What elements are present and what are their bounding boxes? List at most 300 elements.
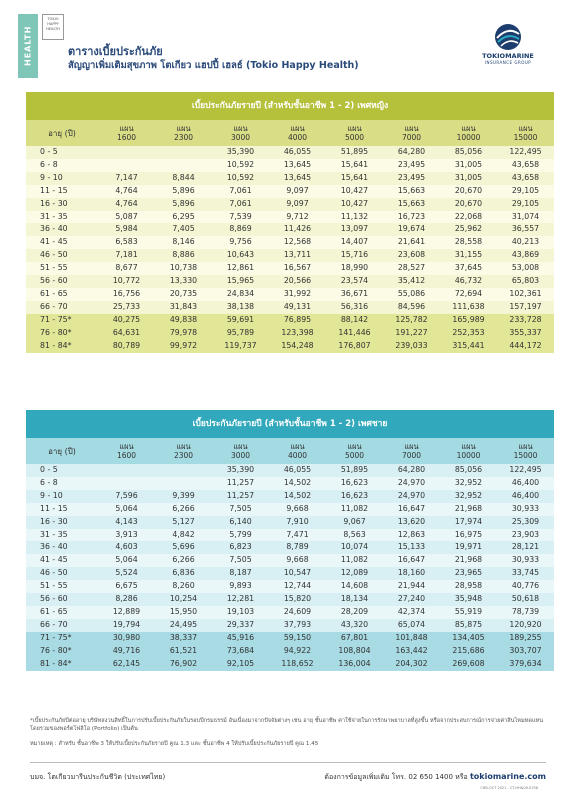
age-range-cell: 46 - 50 [26,249,98,262]
premium-cell: 23,574 [326,275,383,288]
premium-cell: 64,631 [98,327,155,340]
premium-cell: 8,146 [155,236,212,249]
premium-cell: 134,405 [440,632,497,645]
premium-cell: 108,804 [326,645,383,658]
footer-contact-text: ต้องการข้อมูลเพิ่มเติม โทร. 02 650 1400 หรือ [324,773,468,781]
age-range-cell: 71 - 75* [26,314,98,327]
premium-cell: 12,568 [269,236,326,249]
premium-cell: 9,097 [269,198,326,211]
plan-label: แผน [518,124,533,133]
premium-cell: 13,330 [155,275,212,288]
premium-cell: 12,889 [98,606,155,619]
premium-cell: 7,539 [212,211,269,224]
premium-cell: 8,260 [155,580,212,593]
premium-cell: 64,280 [383,146,440,159]
premium-cell: 19,794 [98,619,155,632]
footer-contact [324,772,546,783]
female-premium-table [26,92,554,353]
premium-cell: 9,097 [269,185,326,198]
premium-cell: 4,143 [98,516,155,529]
age-column-header: อายุ (ปี) [26,438,98,464]
premium-cell: 10,592 [212,159,269,172]
premium-cell: 16,567 [269,262,326,275]
premium-cell: 42,374 [383,606,440,619]
plan-value: 2300 [173,451,194,460]
table-row [26,301,554,314]
table-row [26,567,554,580]
premium-cell: 92,105 [212,658,269,671]
premium-cell: 43,658 [497,159,554,172]
premium-cell: 65,803 [497,275,554,288]
age-range-cell: 6 - 8 [26,477,98,490]
premium-cell: 11,082 [326,554,383,567]
age-range-cell: 81 - 84* [26,340,98,353]
premium-cell: 16,723 [383,211,440,224]
age-range-cell: 51 - 55 [26,262,98,275]
plan-value: 1600 [116,451,137,460]
premium-cell: 67,801 [326,632,383,645]
plan-label: แผน [233,124,248,133]
male-premium-table [26,410,554,671]
premium-cell: 20,735 [155,288,212,301]
premium-cell: 31,843 [155,301,212,314]
premium-cell: 13,711 [269,249,326,262]
premium-cell: 40,776 [497,580,554,593]
age-range-cell: 56 - 60 [26,593,98,606]
premium-cell: 15,950 [155,606,212,619]
premium-cell: 102,361 [497,288,554,301]
premium-cell: 49,131 [269,301,326,314]
premium-cell: 189,255 [497,632,554,645]
premium-cell: 18,134 [326,593,383,606]
table-row [26,529,554,542]
premium-cell: 38,138 [212,301,269,314]
premium-cell: 355,337 [497,327,554,340]
plan-value: 2300 [173,133,194,142]
premium-cell: 24,609 [269,606,326,619]
premium-cell: 6,583 [98,236,155,249]
company-logo-subtext: INSURANCE GROUP [484,60,532,65]
premium-cell: 6,295 [155,211,212,224]
table-row [26,658,554,671]
premium-cell: 7,181 [98,249,155,262]
brand-tab: HEALTH [18,14,38,78]
premium-cell: 25,309 [497,516,554,529]
premium-cell [155,477,212,490]
premium-cell: 10,738 [155,262,212,275]
premium-cell: 4,764 [98,185,155,198]
premium-cell: 11,082 [326,503,383,516]
premium-cell: 56,316 [326,301,383,314]
premium-cell: 136,004 [326,658,383,671]
plan-label: แผน [290,442,305,451]
premium-cell: 31,005 [440,172,497,185]
premium-cell: 45,916 [212,632,269,645]
premium-cell: 7,596 [98,490,155,503]
premium-cell: 9,668 [269,503,326,516]
plan-value: 15000 [513,133,538,142]
table-row [26,314,554,327]
premium-cell: 85,875 [440,619,497,632]
premium-cell: 19,674 [383,223,440,236]
table-row [26,477,554,490]
premium-cell: 10,254 [155,593,212,606]
plan-column-header [98,120,155,146]
table-row [26,236,554,249]
table-row [26,223,554,236]
premium-cell: 12,281 [212,593,269,606]
premium-cell: 32,952 [440,477,497,490]
premium-cell: 8,563 [326,529,383,542]
premium-cell: 5,696 [155,541,212,554]
premium-cell: 23,495 [383,172,440,185]
premium-cell: 46,055 [269,464,326,477]
premium-cell: 10,772 [98,275,155,288]
premium-cell: 269,608 [440,658,497,671]
age-range-cell: 31 - 35 [26,529,98,542]
premium-cell: 4,603 [98,541,155,554]
plan-column-header [269,120,326,146]
premium-cell: 5,896 [155,185,212,198]
age-range-cell: 61 - 65 [26,288,98,301]
plan-value: 15000 [513,451,538,460]
plan-column-header [155,438,212,464]
age-range-cell: 76 - 80* [26,645,98,658]
premium-cell: 14,502 [269,477,326,490]
premium-cell: 23,965 [440,567,497,580]
premium-cell: 12,744 [269,580,326,593]
premium-cell: 6,675 [98,580,155,593]
premium-cell: 35,390 [212,464,269,477]
premium-cell: 5,127 [155,516,212,529]
plan-label: แผน [404,124,419,133]
plan-column-header [326,438,383,464]
premium-cell: 118,652 [269,658,326,671]
premium-cell: 29,337 [212,619,269,632]
age-range-cell: 66 - 70 [26,619,98,632]
footer-divider [30,762,546,763]
plan-label: แผน [119,442,134,451]
age-range-cell: 56 - 60 [26,275,98,288]
table-row [26,198,554,211]
plan-label: แผน [119,124,134,133]
premium-cell: 33,745 [497,567,554,580]
premium-cell: 37,793 [269,619,326,632]
age-range-cell: 6 - 8 [26,159,98,172]
premium-cell: 120,920 [497,619,554,632]
male-table-title: เบี้ยประกันภัยรายปี (สำหรับชั้นอาชีพ 1 - 2) เพศชาย [26,410,554,438]
premium-cell: 79,978 [155,327,212,340]
premium-cell: 43,658 [497,172,554,185]
plan-value: 3000 [230,451,251,460]
premium-cell: 28,527 [383,262,440,275]
premium-cell: 303,707 [497,645,554,658]
age-range-cell: 61 - 65 [26,606,98,619]
premium-cell: 17,974 [440,516,497,529]
premium-cell: 11,132 [326,211,383,224]
premium-cell: 101,848 [383,632,440,645]
premium-cell: 14,502 [269,490,326,503]
premium-cell: 4,842 [155,529,212,542]
premium-cell: 15,641 [326,159,383,172]
premium-cell: 14,407 [326,236,383,249]
premium-cell: 40,213 [497,236,554,249]
premium-cell: 51,895 [326,146,383,159]
plan-value: 1600 [116,133,137,142]
premium-cell: 29,105 [497,185,554,198]
premium-cell: 43,869 [497,249,554,262]
table-row [26,249,554,262]
premium-cell: 84,596 [383,301,440,314]
female-header-row [26,120,554,146]
premium-cell: 49,838 [155,314,212,327]
table-row [26,327,554,340]
premium-cell: 80,789 [98,340,155,353]
premium-cell: 50,618 [497,593,554,606]
premium-cell: 6,140 [212,516,269,529]
tokio-happy-health-logo: TOKIO HAPPY HEALTH [42,14,64,40]
premium-cell: 43,320 [326,619,383,632]
premium-cell: 95,789 [212,327,269,340]
premium-cell: 12,089 [326,567,383,580]
premium-cell: 157,197 [497,301,554,314]
plan-value: 10000 [456,133,481,142]
premium-cell: 35,390 [212,146,269,159]
premium-cell: 20,670 [440,185,497,198]
premium-cell: 21,641 [383,236,440,249]
premium-cell: 122,495 [497,464,554,477]
premium-cell: 8,886 [155,249,212,262]
premium-cell: 7,505 [212,554,269,567]
tokiomarine-globe-icon [493,22,523,52]
premium-cell [98,146,155,159]
page-subtitle: สัญญาเพิ่มเติมสุขภาพ โตเกียว แฮปปี้ เฮลธ์ (Tokio Happy Health) [68,60,359,71]
premium-cell: 24,970 [383,477,440,490]
premium-cell: 5,524 [98,567,155,580]
premium-cell: 10,547 [269,567,326,580]
premium-cell: 141,446 [326,327,383,340]
premium-cell: 30,933 [497,554,554,567]
premium-cell: 55,086 [383,288,440,301]
premium-cell: 8,286 [98,593,155,606]
plan-value: 5000 [344,451,365,460]
premium-cell: 111,638 [440,301,497,314]
premium-cell: 7,147 [98,172,155,185]
premium-cell: 8,844 [155,172,212,185]
company-logo-text: TOKIOMARINE [482,52,534,60]
premium-cell: 13,645 [269,172,326,185]
premium-cell: 123,398 [269,327,326,340]
age-range-cell: 36 - 40 [26,223,98,236]
table-row [26,503,554,516]
premium-cell: 15,133 [383,541,440,554]
premium-cell: 5,799 [212,529,269,542]
age-range-cell: 11 - 15 [26,185,98,198]
age-column-header: อายุ (ปี) [26,120,98,146]
premium-cell: 15,663 [383,198,440,211]
premium-cell: 7,405 [155,223,212,236]
premium-cell: 35,948 [440,593,497,606]
premium-cell: 8,869 [212,223,269,236]
plan-value: 7000 [401,451,422,460]
premium-cell: 30,980 [98,632,155,645]
male-header-row [26,438,554,464]
plan-value: 10000 [456,451,481,460]
premium-cell: 88,142 [326,314,383,327]
premium-cell: 15,716 [326,249,383,262]
premium-cell: 16,647 [383,503,440,516]
age-range-cell: 16 - 30 [26,198,98,211]
plan-label: แผน [347,124,362,133]
table-row [26,275,554,288]
table-row [26,288,554,301]
table-row [26,580,554,593]
tokiomarine-logo [478,22,538,65]
plan-value: 4000 [287,451,308,460]
premium-cell: 379,634 [497,658,554,671]
premium-cell: 11,426 [269,223,326,236]
table-row [26,262,554,275]
age-range-cell: 0 - 5 [26,464,98,477]
premium-cell: 7,471 [269,529,326,542]
table-row [26,464,554,477]
premium-cell: 16,623 [326,477,383,490]
premium-cell: 37,645 [440,262,497,275]
premium-cell: 7,505 [212,503,269,516]
table-row [26,211,554,224]
plan-label: แผน [404,442,419,451]
age-range-cell: 76 - 80* [26,327,98,340]
premium-cell: 38,337 [155,632,212,645]
premium-cell: 25,733 [98,301,155,314]
plan-label: แผน [233,442,248,451]
premium-cell: 5,064 [98,554,155,567]
page-title: ตารางเบี้ยประกันภัย [68,45,163,58]
premium-cell: 59,691 [212,314,269,327]
premium-cell: 6,266 [155,554,212,567]
premium-cell: 14,608 [326,580,383,593]
premium-cell: 85,056 [440,464,497,477]
premium-cell: 99,972 [155,340,212,353]
plan-column-header [155,120,212,146]
table-row [26,554,554,567]
premium-cell [155,146,212,159]
premium-cell: 36,671 [326,288,383,301]
premium-cell: 5,984 [98,223,155,236]
premium-cell: 62,145 [98,658,155,671]
age-range-cell: 71 - 75* [26,632,98,645]
age-range-cell: 81 - 84* [26,658,98,671]
premium-cell: 7,061 [212,185,269,198]
premium-cell: 18,990 [326,262,383,275]
premium-cell [98,477,155,490]
premium-cell: 49,716 [98,645,155,658]
premium-cell: 119,737 [212,340,269,353]
premium-cell: 154,248 [269,340,326,353]
premium-cell: 78,739 [497,606,554,619]
premium-cell: 233,728 [497,314,554,327]
plan-label: แผน [461,442,476,451]
age-range-cell: 51 - 55 [26,580,98,593]
premium-cell [155,464,212,477]
plan-value: 3000 [230,133,251,142]
plan-column-header [440,120,497,146]
premium-cell: 9,067 [326,516,383,529]
premium-cell: 22,068 [440,211,497,224]
premium-cell: 19,971 [440,541,497,554]
premium-cell: 122,495 [497,146,554,159]
plan-column-header [497,438,554,464]
premium-cell: 13,645 [269,159,326,172]
table-row [26,645,554,658]
premium-cell: 239,033 [383,340,440,353]
premium-cell: 15,641 [326,172,383,185]
plan-value: 5000 [344,133,365,142]
premium-cell: 252,353 [440,327,497,340]
plan-column-header [212,120,269,146]
premium-cell: 31,074 [497,211,554,224]
premium-cell: 20,670 [440,198,497,211]
age-range-cell: 9 - 10 [26,172,98,185]
premium-cell: 20,566 [269,275,326,288]
table-row [26,146,554,159]
age-range-cell: 66 - 70 [26,301,98,314]
premium-cell: 191,227 [383,327,440,340]
plan-label: แผน [290,124,305,133]
premium-cell: 16,975 [440,529,497,542]
premium-cell: 16,756 [98,288,155,301]
plan-label: แผน [461,124,476,133]
premium-cell: 19,103 [212,606,269,619]
plan-column-header [98,438,155,464]
website-link[interactable]: tokiomarine.com [469,772,546,781]
premium-cell: 7,061 [212,198,269,211]
table-row [26,340,554,353]
premium-cell: 23,495 [383,159,440,172]
table-row [26,185,554,198]
premium-cell: 11,257 [212,477,269,490]
premium-cell: 23,608 [383,249,440,262]
premium-cell: 18,160 [383,567,440,580]
premium-cell: 8,789 [269,541,326,554]
plan-label: แผน [518,442,533,451]
table-row [26,516,554,529]
premium-cell: 5,896 [155,198,212,211]
age-range-cell: 41 - 45 [26,554,98,567]
premium-cell: 85,056 [440,146,497,159]
female-table-title: เบี้ยประกันภัยรายปี (สำหรับชั้นอาชีพ 1 - 2) เพศหญิง [26,92,554,120]
premium-cell: 30,933 [497,503,554,516]
table-row [26,159,554,172]
premium-cell: 10,427 [326,185,383,198]
premium-cell: 94,922 [269,645,326,658]
premium-cell: 25,962 [440,223,497,236]
plan-label: แผน [176,442,191,451]
premium-cell: 28,209 [326,606,383,619]
premium-cell: 21,968 [440,503,497,516]
premium-cell: 27,240 [383,593,440,606]
premium-cell: 6,266 [155,503,212,516]
plan-value: 7000 [401,133,422,142]
premium-cell: 16,623 [326,490,383,503]
premium-cell: 55,919 [440,606,497,619]
premium-cell: 32,952 [440,490,497,503]
premium-cell: 15,820 [269,593,326,606]
premium-cell: 31,992 [269,288,326,301]
premium-cell: 10,074 [326,541,383,554]
premium-cell: 163,442 [383,645,440,658]
premium-cell: 28,121 [497,541,554,554]
